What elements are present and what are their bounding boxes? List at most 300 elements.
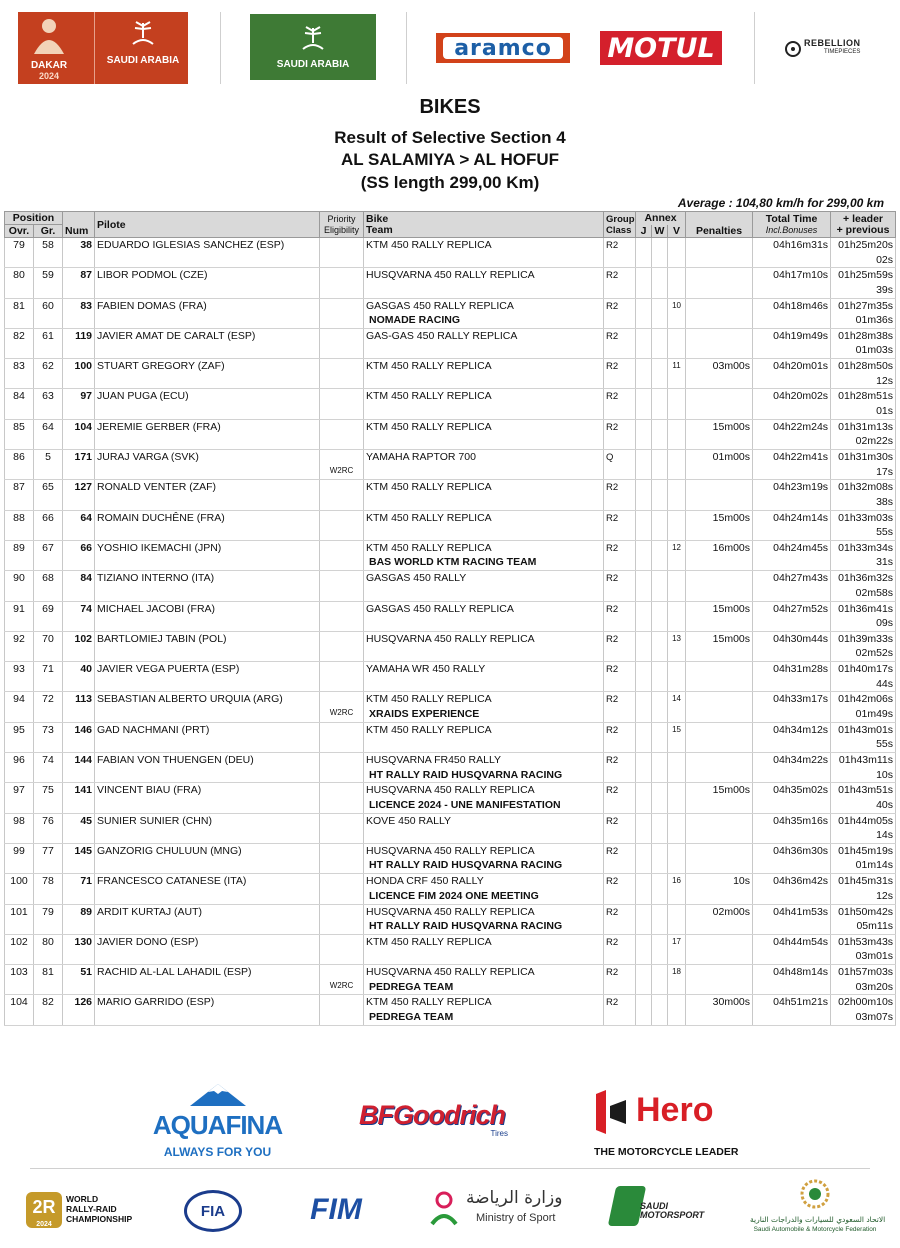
gap-times [831, 238, 896, 268]
pilot-name: ROMAIN DUCHÊNE (FRA) [95, 510, 320, 540]
bike-model: GASGAS 450 RALLY REPLICA [366, 299, 514, 312]
gap-times [831, 328, 896, 358]
mountain-icon [188, 1082, 248, 1106]
group-position: 5 [34, 450, 63, 480]
group-class: R2 [604, 389, 636, 419]
annex-w [652, 450, 668, 480]
penalties [686, 480, 753, 510]
group-class: R2 [604, 692, 636, 722]
penalties [686, 753, 753, 783]
priority-eligibility [320, 874, 364, 904]
group-class: R2 [604, 662, 636, 692]
bike-team [364, 874, 604, 904]
annex-j [636, 934, 652, 964]
group-position: 62 [34, 359, 63, 389]
annex-j [636, 328, 652, 358]
rider-number: 113 [63, 692, 95, 722]
ministry-of-sport-logo [426, 1188, 566, 1232]
rider-number: 119 [63, 328, 95, 358]
gap-times [831, 389, 896, 419]
rider-number: 71 [63, 874, 95, 904]
annex-v [668, 268, 686, 298]
gap-leader: 01h28m50s [838, 360, 894, 373]
annex-w [652, 571, 668, 601]
aquafina-logo [150, 1082, 285, 1162]
bedouin-icon [26, 16, 72, 56]
group-position: 67 [34, 540, 63, 570]
team-name: LICENCE 2024 - UNE MANIFESTATION [369, 798, 561, 811]
result-row [5, 268, 896, 298]
penalties [686, 813, 753, 843]
group-class: R2 [604, 328, 636, 358]
result-row [5, 934, 896, 964]
annex-v [668, 813, 686, 843]
overall-position: 87 [5, 480, 34, 510]
group-position: 74 [34, 753, 63, 783]
priority-eligibility [320, 298, 364, 328]
pilot-name: JAVIER DONO (ESP) [95, 934, 320, 964]
penalties: 15m00s [686, 783, 753, 813]
bike-team [364, 480, 604, 510]
overall-position: 97 [5, 783, 34, 813]
penalties [686, 389, 753, 419]
gap-times [831, 904, 896, 934]
overall-position: 92 [5, 631, 34, 661]
group-position: 71 [34, 662, 63, 692]
gap-times [831, 753, 896, 783]
bike-team [364, 662, 604, 692]
penalties: 15m00s [686, 601, 753, 631]
annex-j [636, 540, 652, 570]
overall-position: 104 [5, 995, 34, 1025]
group-class: R2 [604, 874, 636, 904]
gap-times [831, 601, 896, 631]
pilot-name: RACHID AL-LAL LAHADIL (ESP) [95, 965, 320, 995]
bike-team [364, 934, 604, 964]
group-class: R2 [604, 480, 636, 510]
group-class: R2 [604, 995, 636, 1025]
gap-leader: 01h33m34s [838, 541, 894, 554]
group-position: 58 [34, 238, 63, 268]
rebellion-sub: TIMEPIECES [824, 49, 861, 55]
team-name: NOMADE RACING [369, 314, 461, 327]
rider-number: 40 [63, 662, 95, 692]
samf-english: Saudi Automobile & Motorcycle Federation [753, 1226, 877, 1233]
annex-w [652, 662, 668, 692]
pilot-name: BARTLOMIEJ TABIN (POL) [95, 631, 320, 661]
pilot-name: TIZIANO INTERNO (ITA) [95, 571, 320, 601]
bike-model: YAMAHA RAPTOR 700 [366, 451, 476, 464]
gap-previous: 02m58s [855, 586, 894, 599]
ministry-emblem-icon [426, 1188, 462, 1228]
priority-eligibility [320, 965, 364, 995]
priority-badge: W2RC [329, 981, 354, 991]
annex-w [652, 631, 668, 661]
gap-times [831, 571, 896, 601]
annex-j [636, 571, 652, 601]
gap-times [831, 480, 896, 510]
rider-number: 100 [63, 359, 95, 389]
total-time: 04h30m44s [753, 631, 831, 661]
smotor-line1: SAUDI [640, 1201, 669, 1211]
bike-model: HUSQVARNA 450 RALLY REPLICA [366, 844, 535, 857]
total-time: 04h34m12s [753, 722, 831, 752]
group-class: R2 [604, 965, 636, 995]
annex-j [636, 480, 652, 510]
group-class: R2 [604, 268, 636, 298]
gap-leader: 01h31m13s [838, 420, 894, 433]
overall-position: 100 [5, 874, 34, 904]
pilot-name: RONALD VENTER (ZAF) [95, 480, 320, 510]
rider-number: 145 [63, 843, 95, 873]
w2rc-line2: RALLY-RAID [66, 1204, 117, 1214]
aquafina-tagline: ALWAYS FOR YOU [163, 1145, 272, 1159]
priority-eligibility [320, 995, 364, 1025]
bike-team [364, 328, 604, 358]
priority-eligibility [320, 843, 364, 873]
rider-number: 83 [63, 298, 95, 328]
gap-previous: 01s [876, 404, 894, 417]
priority-eligibility [320, 934, 364, 964]
bike-team [364, 904, 604, 934]
gap-previous: 12s [876, 889, 894, 902]
gap-leader: 01h53m43s [838, 935, 894, 948]
gap-previous: 01m03s [855, 344, 894, 357]
w2rc-logo [26, 1190, 136, 1234]
gap-previous: 02s [876, 253, 894, 266]
group-position: 65 [34, 480, 63, 510]
annex-j [636, 783, 652, 813]
annex-w [652, 480, 668, 510]
gap-header: + leader + previous [831, 212, 896, 238]
aramco-wordmark: aramco [454, 35, 552, 61]
rider-number: 126 [63, 995, 95, 1025]
penalties: 10s [686, 874, 753, 904]
group-class: R2 [604, 753, 636, 783]
dakar-year: 2024 [38, 71, 60, 81]
dakar-logo [18, 12, 188, 84]
bike-team [364, 722, 604, 752]
priority-badge: W2RC [329, 466, 354, 476]
annex-j [636, 843, 652, 873]
pilot-name: FABIAN VON THUENGEN (DEU) [95, 753, 320, 783]
bike-model: KTM 450 RALLY REPLICA [366, 541, 492, 554]
annex-j [636, 753, 652, 783]
total-time: 04h34m22s [753, 753, 831, 783]
result-row [5, 662, 896, 692]
annex-j [636, 813, 652, 843]
result-row [5, 692, 896, 722]
bike-team [364, 450, 604, 480]
gap-times [831, 662, 896, 692]
total-time: 04h31m28s [753, 662, 831, 692]
annex-w [652, 692, 668, 722]
penalties: 15m00s [686, 419, 753, 449]
bike-model: KTM 450 RALLY REPLICA [366, 935, 492, 948]
bike-team [364, 268, 604, 298]
gap-times [831, 510, 896, 540]
penalties [686, 843, 753, 873]
gap-times [831, 692, 896, 722]
bike-team [364, 510, 604, 540]
rider-number: 89 [63, 904, 95, 934]
gap-previous: 39s [876, 283, 894, 296]
annex-w [652, 783, 668, 813]
rebellion-gear-icon [784, 40, 802, 58]
gap-leader: 01h43m01s [838, 723, 894, 736]
bike-team [364, 783, 604, 813]
overall-position: 90 [5, 571, 34, 601]
penalties [686, 328, 753, 358]
gap-leader: 01h28m51s [838, 390, 894, 403]
total-time: 04h20m02s [753, 389, 831, 419]
gap-leader: 02h00m10s [838, 996, 894, 1009]
overall-position: 82 [5, 328, 34, 358]
rider-number: 104 [63, 419, 95, 449]
group-class: R2 [604, 813, 636, 843]
annex-j [636, 359, 652, 389]
total-time: 04h20m01s [753, 359, 831, 389]
result-row [5, 813, 896, 843]
bike-team-header: Bike Team [364, 212, 604, 238]
gap-times [831, 540, 896, 570]
gap-leader: 01h36m41s [838, 602, 894, 615]
bike-model: HUSQVARNA FR450 RALLY [366, 754, 502, 767]
penalties: 16m00s [686, 540, 753, 570]
priority-eligibility [320, 692, 364, 722]
annex-w [652, 419, 668, 449]
bike-model: KTM 450 RALLY REPLICA [366, 693, 492, 706]
pilot-name: JUAN PUGA (ECU) [95, 389, 320, 419]
rider-number: 146 [63, 722, 95, 752]
gap-previous: 05m11s [856, 920, 894, 933]
result-row [5, 571, 896, 601]
rider-number: 84 [63, 571, 95, 601]
total-time: 04h35m16s [753, 813, 831, 843]
annex-v: 11 [668, 359, 686, 389]
penalties [686, 571, 753, 601]
bike-model: KTM 450 RALLY REPLICA [366, 511, 492, 524]
team-name: HT RALLY RAID HUSQVARNA RACING [369, 920, 563, 933]
gap-previous: 55s [876, 526, 894, 539]
total-time: 04h23m19s [753, 480, 831, 510]
group-class: R2 [604, 783, 636, 813]
annex-v [668, 419, 686, 449]
annex-w [652, 238, 668, 268]
gap-previous: 03m20s [855, 980, 894, 993]
annex-j [636, 238, 652, 268]
result-row [5, 510, 896, 540]
footer-divider [30, 1168, 870, 1169]
annex-v [668, 601, 686, 631]
pilot-name: FRANCESCO CATANESE (ITA) [95, 874, 320, 904]
pilot-name: JEREMIE GERBER (FRA) [95, 419, 320, 449]
overall-position: 99 [5, 843, 34, 873]
group-position: 59 [34, 268, 63, 298]
gap-previous: 40s [876, 798, 894, 811]
annex-j [636, 874, 652, 904]
penalties: 30m00s [686, 995, 753, 1025]
gap-times [831, 843, 896, 873]
priority-eligibility [320, 510, 364, 540]
result-row [5, 298, 896, 328]
priority-eligibility [320, 359, 364, 389]
rider-number: 87 [63, 268, 95, 298]
penalties [686, 662, 753, 692]
group-position: 77 [34, 843, 63, 873]
hero-logo [590, 1090, 740, 1160]
annex-w-header: W [652, 225, 668, 238]
overall-position: 80 [5, 268, 34, 298]
rider-number: 38 [63, 238, 95, 268]
bike-team [364, 419, 604, 449]
group-class-header: Group Class [604, 212, 636, 238]
annex-j-header: J [636, 225, 652, 238]
bike-team [364, 389, 604, 419]
pilot-name: JAVIER VEGA PUERTA (ESP) [95, 662, 320, 692]
group-position: 63 [34, 389, 63, 419]
bike-team [364, 813, 604, 843]
annex-v [668, 480, 686, 510]
overall-position: 95 [5, 722, 34, 752]
annex-v [668, 328, 686, 358]
total-time: 04h16m31s [753, 238, 831, 268]
gap-times [831, 631, 896, 661]
result-row [5, 389, 896, 419]
annex-w [652, 298, 668, 328]
group-position: 80 [34, 934, 63, 964]
priority-eligibility [320, 480, 364, 510]
pilot-name: STUART GREGORY (ZAF) [95, 359, 320, 389]
group-position: 73 [34, 722, 63, 752]
gap-times [831, 783, 896, 813]
bike-model: KOVE 450 RALLY [366, 814, 452, 827]
total-time: 04h22m41s [753, 450, 831, 480]
group-class: R2 [604, 238, 636, 268]
bike-model: HUSQVARNA 450 RALLY REPLICA [366, 632, 535, 645]
gap-leader: 01h57m03s [838, 966, 894, 979]
fia-wordmark: FIA [200, 1202, 226, 1220]
rider-number: 141 [63, 783, 95, 813]
gap-times [831, 995, 896, 1025]
bike-model: GASGAS 450 RALLY REPLICA [366, 602, 514, 615]
group-class: R2 [604, 722, 636, 752]
penalties [686, 298, 753, 328]
annex-j [636, 692, 652, 722]
annex-v: 13 [668, 631, 686, 661]
bike-model: HUSQVARNA 450 RALLY REPLICA [366, 784, 535, 797]
rebellion-logo [784, 36, 884, 62]
gap-previous: 55s [876, 738, 894, 751]
gap-leader: 01h31m30s [838, 451, 894, 464]
annex-w [652, 934, 668, 964]
category-title: BIKES [419, 96, 481, 118]
annex-j [636, 601, 652, 631]
annex-w [652, 389, 668, 419]
priority-eligibility [320, 662, 364, 692]
gap-leader: 01h25m20s [838, 239, 894, 251]
bike-team [364, 843, 604, 873]
group-position: 69 [34, 601, 63, 631]
gap-times [831, 359, 896, 389]
annex-j [636, 995, 652, 1025]
hero-tagline: THE MOTORCYCLE LEADER [594, 1146, 739, 1158]
bike-model: HUSQVARNA 450 RALLY REPLICA [366, 905, 535, 918]
bfgoodrich-wordmark: BFGoodrich [359, 1100, 505, 1130]
annex-v [668, 904, 686, 934]
pilot-name: SUNIER SUNIER (CHN) [95, 813, 320, 843]
annex-w [652, 601, 668, 631]
annex-v: 10 [668, 298, 686, 328]
annex-v: 18 [668, 965, 686, 995]
bfgoodrich-logo [346, 1100, 518, 1140]
overall-position: 84 [5, 389, 34, 419]
samf-arabic: الاتحاد السعودي للسيارات والدراجات النارية [750, 1215, 886, 1224]
annex-w [652, 753, 668, 783]
group-class: R2 [604, 359, 636, 389]
gap-previous: 01m49s [855, 707, 894, 720]
penalties: 15m00s [686, 631, 753, 661]
team-name: LICENCE FIM 2024 ONE MEETING [369, 889, 539, 902]
bike-model: HONDA CRF 450 RALLY [366, 875, 484, 888]
annex-w [652, 904, 668, 934]
result-row [5, 904, 896, 934]
gap-leader: 01h50m42s [838, 905, 894, 918]
group-position: 82 [34, 995, 63, 1025]
saudi-motorsport-logo [612, 1186, 704, 1234]
fia-logo [184, 1190, 240, 1230]
result-row [5, 995, 896, 1025]
gap-leader: 01h45m31s [838, 875, 894, 888]
bike-team [364, 965, 604, 995]
bike-team [364, 631, 604, 661]
annex-j [636, 450, 652, 480]
annex-w [652, 540, 668, 570]
ministry-arabic: وزارة الرياضة [466, 1188, 563, 1208]
overall-position: 83 [5, 359, 34, 389]
bike-team [364, 359, 604, 389]
group-position: 66 [34, 510, 63, 540]
bike-team [364, 298, 604, 328]
result-row [5, 783, 896, 813]
bike-team [364, 571, 604, 601]
pilot-name: VINCENT BIAU (FRA) [95, 783, 320, 813]
annex-v [668, 995, 686, 1025]
pilot-name: EDUARDO IGLESIAS SANCHEZ (ESP) [95, 238, 320, 268]
total-time: 04h22m24s [753, 419, 831, 449]
priority-eligibility [320, 783, 364, 813]
annex-v [668, 753, 686, 783]
smotor-line2: MOTORSPORT [640, 1210, 705, 1220]
saudi-label: SAUDI ARABIA [276, 58, 350, 70]
annex-w [652, 359, 668, 389]
bike-team [364, 753, 604, 783]
priority-eligibility [320, 813, 364, 843]
w2rc-line1: WORLD [66, 1194, 99, 1204]
group-position: 60 [34, 298, 63, 328]
gap-leader: 01h40m17s [838, 663, 894, 676]
gap-leader: 01h39m33s [838, 632, 894, 645]
priority-eligibility [320, 631, 364, 661]
samf-logo [750, 1178, 886, 1242]
gap-previous: 10s [876, 768, 894, 781]
priority-eligibility [320, 540, 364, 570]
results-table [4, 211, 896, 1026]
group-class: R2 [604, 540, 636, 570]
annex-w [652, 995, 668, 1025]
total-time-header: Total Time Incl.Bonuses [753, 212, 831, 238]
group-class: R2 [604, 298, 636, 328]
